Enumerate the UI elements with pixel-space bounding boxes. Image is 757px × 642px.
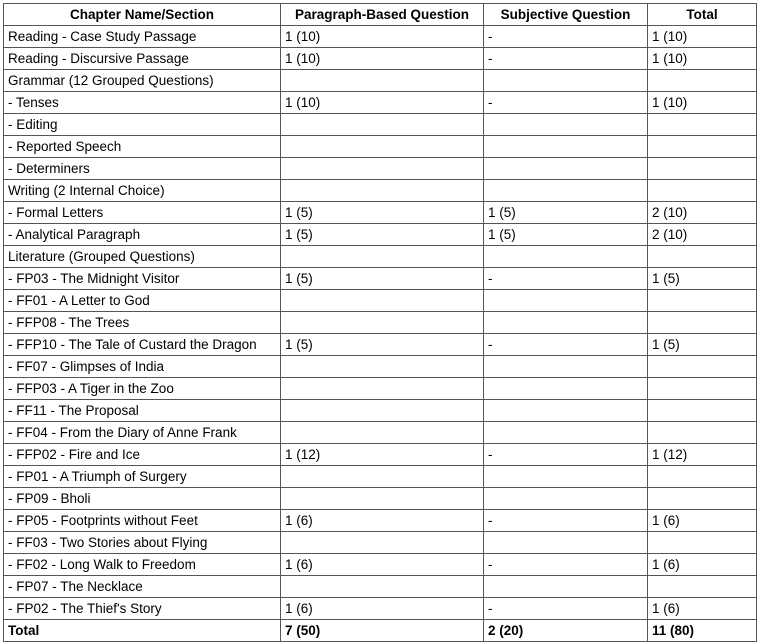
cell-subjective (484, 532, 648, 554)
table-row (4, 92, 757, 114)
table-row (4, 114, 757, 136)
table-row (4, 70, 757, 92)
table-row (4, 180, 757, 202)
cell-subjective (484, 466, 648, 488)
table-row (4, 554, 757, 576)
cell-paragraph-based (281, 400, 484, 422)
table-row (4, 26, 757, 48)
cell-total (648, 378, 757, 400)
cell-subjective: - (484, 554, 648, 576)
cell-total (648, 180, 757, 202)
cell-chapter: Literature (Grouped Questions) (4, 246, 281, 268)
cell-subjective: - (484, 48, 648, 70)
cell-chapter: - FF03 - Two Stories about Flying (4, 532, 281, 554)
cell-total (648, 576, 757, 598)
cell-subjective: 1 (5) (484, 202, 648, 224)
cell-paragraph-based (281, 532, 484, 554)
cell-chapter: - FF01 - A Letter to God (4, 290, 281, 312)
cell-subjective: - (484, 92, 648, 114)
total-paragraph-based: 7 (50) (281, 620, 484, 642)
total-total: 11 (80) (648, 620, 757, 642)
cell-chapter: - FP01 - A Triumph of Surgery (4, 466, 281, 488)
cell-total (648, 114, 757, 136)
cell-chapter: - FF07 - Glimpses of India (4, 356, 281, 378)
cell-subjective: - (484, 334, 648, 356)
cell-subjective (484, 180, 648, 202)
cell-paragraph-based: 1 (10) (281, 26, 484, 48)
cell-total (648, 422, 757, 444)
blueprint-table (3, 3, 757, 642)
cell-chapter: - FP03 - The Midnight Visitor (4, 268, 281, 290)
cell-total: 1 (5) (648, 334, 757, 356)
cell-subjective (484, 136, 648, 158)
cell-subjective (484, 488, 648, 510)
cell-total: 1 (10) (648, 92, 757, 114)
table-row (4, 532, 757, 554)
cell-total (648, 312, 757, 334)
cell-chapter: - Analytical Paragraph (4, 224, 281, 246)
cell-paragraph-based: 1 (10) (281, 92, 484, 114)
cell-paragraph-based (281, 422, 484, 444)
cell-chapter: - FF02 - Long Walk to Freedom (4, 554, 281, 576)
cell-paragraph-based (281, 290, 484, 312)
cell-total: 1 (6) (648, 554, 757, 576)
table-row (4, 576, 757, 598)
table-row (4, 510, 757, 532)
table-row (4, 444, 757, 466)
table-row (4, 48, 757, 70)
cell-subjective (484, 290, 648, 312)
cell-subjective (484, 246, 648, 268)
header-paragraph-based: Paragraph-Based Question (281, 4, 484, 26)
cell-total: 2 (10) (648, 224, 757, 246)
cell-subjective (484, 70, 648, 92)
cell-subjective (484, 158, 648, 180)
cell-paragraph-based (281, 488, 484, 510)
cell-chapter: - FF11 - The Proposal (4, 400, 281, 422)
table-row (4, 136, 757, 158)
header-row (4, 4, 757, 26)
cell-chapter: - FFP03 - A Tiger in the Zoo (4, 378, 281, 400)
cell-chapter: - Editing (4, 114, 281, 136)
cell-chapter: - Tenses (4, 92, 281, 114)
cell-total (648, 246, 757, 268)
cell-paragraph-based (281, 356, 484, 378)
cell-subjective: 1 (5) (484, 224, 648, 246)
table-row (4, 290, 757, 312)
cell-total: 1 (10) (648, 26, 757, 48)
cell-total (648, 400, 757, 422)
table-row (4, 422, 757, 444)
cell-chapter: - FP02 - The Thief's Story (4, 598, 281, 620)
table-row (4, 466, 757, 488)
cell-paragraph-based (281, 466, 484, 488)
cell-subjective: - (484, 510, 648, 532)
cell-chapter: - FFP08 - The Trees (4, 312, 281, 334)
cell-paragraph-based (281, 180, 484, 202)
cell-paragraph-based (281, 136, 484, 158)
cell-subjective (484, 378, 648, 400)
cell-paragraph-based (281, 576, 484, 598)
cell-chapter: - FP07 - The Necklace (4, 576, 281, 598)
cell-total (648, 466, 757, 488)
cell-subjective (484, 312, 648, 334)
cell-total (648, 158, 757, 180)
cell-paragraph-based (281, 70, 484, 92)
cell-paragraph-based: 1 (6) (281, 510, 484, 532)
cell-paragraph-based: 1 (5) (281, 268, 484, 290)
cell-paragraph-based: 1 (6) (281, 554, 484, 576)
cell-chapter: - FP09 - Bholi (4, 488, 281, 510)
cell-total (648, 532, 757, 554)
total-subjective: 2 (20) (484, 620, 648, 642)
table-row (4, 312, 757, 334)
cell-subjective (484, 356, 648, 378)
cell-subjective: - (484, 26, 648, 48)
cell-chapter: - Formal Letters (4, 202, 281, 224)
cell-subjective: - (484, 598, 648, 620)
cell-chapter: - Reported Speech (4, 136, 281, 158)
cell-paragraph-based: 1 (5) (281, 224, 484, 246)
header-chapter: Chapter Name/Section (4, 4, 281, 26)
cell-chapter: Reading - Discursive Passage (4, 48, 281, 70)
table-row (4, 246, 757, 268)
table-row (4, 202, 757, 224)
cell-subjective: - (484, 444, 648, 466)
cell-total (648, 70, 757, 92)
cell-total (648, 290, 757, 312)
cell-paragraph-based: 1 (5) (281, 202, 484, 224)
header-total: Total (648, 4, 757, 26)
cell-subjective (484, 400, 648, 422)
cell-chapter: - FFP02 - Fire and Ice (4, 444, 281, 466)
table-row (4, 158, 757, 180)
cell-chapter: - Determiners (4, 158, 281, 180)
cell-total: 1 (6) (648, 598, 757, 620)
cell-paragraph-based (281, 378, 484, 400)
cell-total: 1 (6) (648, 510, 757, 532)
cell-paragraph-based: 1 (10) (281, 48, 484, 70)
table-row (4, 488, 757, 510)
cell-chapter: Reading - Case Study Passage (4, 26, 281, 48)
cell-subjective (484, 422, 648, 444)
cell-total (648, 488, 757, 510)
table-row (4, 378, 757, 400)
table-row (4, 400, 757, 422)
total-label: Total (4, 620, 281, 642)
cell-paragraph-based (281, 312, 484, 334)
cell-total (648, 136, 757, 158)
cell-total: 1 (5) (648, 268, 757, 290)
cell-chapter: - FF04 - From the Diary of Anne Frank (4, 422, 281, 444)
cell-chapter: - FFP10 - The Tale of Custard the Dragon (4, 334, 281, 356)
cell-subjective (484, 114, 648, 136)
table-row (4, 334, 757, 356)
table-row (4, 224, 757, 246)
header-subjective: Subjective Question (484, 4, 648, 26)
table-row (4, 598, 757, 620)
cell-subjective: - (484, 268, 648, 290)
cell-subjective (484, 576, 648, 598)
cell-paragraph-based: 1 (12) (281, 444, 484, 466)
cell-paragraph-based (281, 114, 484, 136)
cell-paragraph-based: 1 (5) (281, 334, 484, 356)
cell-total: 1 (10) (648, 48, 757, 70)
cell-chapter: Grammar (12 Grouped Questions) (4, 70, 281, 92)
cell-total: 1 (12) (648, 444, 757, 466)
cell-paragraph-based (281, 158, 484, 180)
table-body (4, 26, 757, 620)
cell-total: 2 (10) (648, 202, 757, 224)
cell-paragraph-based (281, 246, 484, 268)
cell-chapter: Writing (2 Internal Choice) (4, 180, 281, 202)
table-row (4, 356, 757, 378)
table-row (4, 268, 757, 290)
cell-total (648, 356, 757, 378)
cell-paragraph-based: 1 (6) (281, 598, 484, 620)
total-row (4, 620, 757, 642)
cell-chapter: - FP05 - Footprints without Feet (4, 510, 281, 532)
